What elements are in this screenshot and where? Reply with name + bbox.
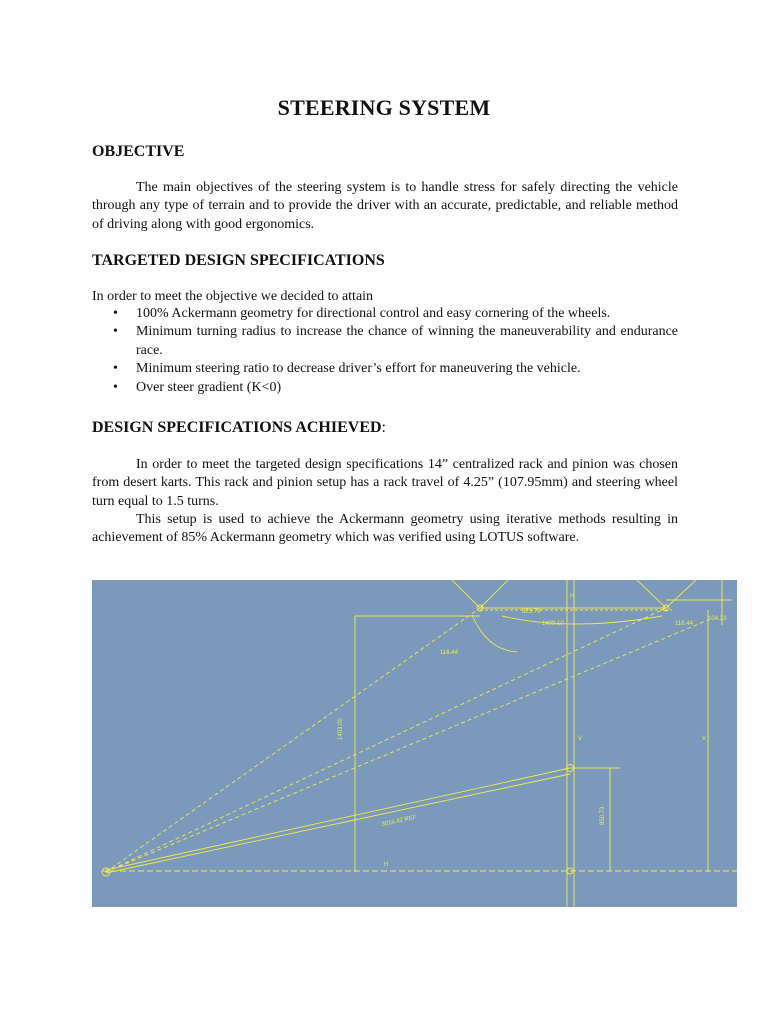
achieved-text-2: This setup is used to achieve the Ackermann geometry using iterative methods resulting in achievement of 85% Ackermann geometry which was verified using LOTUS software. (92, 512, 678, 546)
dimension-label-right: 104.33 (708, 616, 727, 622)
page-title: STEERING SYSTEM (277, 95, 491, 120)
list-item (92, 323, 678, 360)
targeted-heading: TARGETED DESIGN SPECIFICATIONS (92, 252, 385, 269)
height-label-left: 1403.00 (338, 718, 344, 740)
angle-label-left: 116.44 (440, 650, 458, 656)
reference-line-lower (106, 774, 570, 873)
length-reference-label: 3016.42 REF (381, 814, 418, 828)
list-item-text: Minimum steering ratio to decrease driver’s effort for maneuvering the vehicle. (136, 361, 581, 377)
marker-h-top: H (570, 594, 575, 600)
left-wheel-outline (452, 580, 508, 608)
bullet-icon: • (113, 324, 118, 340)
objective-text: The main objectives of the steering system is to handle stress for safely directing the vehicle through any type of terrain and to provide the driver with an accurate, predictable, and reliable method of driving along with good ergonomics. (92, 180, 678, 232)
achieved-heading (92, 419, 386, 437)
achieved-paragraph-1 (92, 456, 678, 511)
targeted-list (92, 305, 678, 397)
list-item (92, 305, 678, 323)
list-item (92, 379, 678, 397)
list-item (92, 360, 678, 378)
achieved-paragraph-2 (92, 511, 678, 548)
ackermann-geometry-drawing (92, 580, 737, 907)
list-item-text: Minimum turning radius to increase the chance of winning the maneuverability and endurance race. (136, 324, 678, 358)
right-wheel-outline (637, 580, 696, 608)
height-label-right: 850.73 (600, 806, 606, 825)
ackermann-construction-line (106, 608, 480, 872)
dimension-label-top-a: 923.79 (522, 609, 541, 615)
targeted-intro: In order to meet the objective we decided to attain (92, 289, 374, 304)
bullet-icon: • (113, 379, 118, 395)
steering-arc (502, 616, 662, 624)
achieved-heading-colon: : (381, 419, 386, 436)
achieved-text-1: In order to meet the targeted design specifications 14” centralized rack and pinion was chosen from desert karts. This rack and pinion setup has a rack travel of 4.25” (107.95mm) and steering wheel turn equal to 1.5 turns. (92, 457, 678, 509)
angle-label-right: 116.44 (675, 621, 693, 627)
marker-v-right: V (702, 736, 707, 742)
left-angle-arc (472, 615, 517, 652)
marker-v-mid: V (578, 736, 583, 742)
bullet-icon: • (113, 361, 118, 377)
bullet-icon: • (113, 306, 118, 321)
marker-h-bottom: H (384, 862, 389, 868)
achieved-heading-text: DESIGN SPECIFICATIONS ACHIEVED (92, 419, 382, 436)
reference-line-upper (106, 768, 570, 870)
ackermann-geometry-figure (92, 580, 737, 907)
objective-heading: OBJECTIVE (92, 143, 185, 160)
objective-paragraph (92, 179, 678, 234)
list-item-text: 100% Ackermann geometry for directional control and easy cornering of the wheels. (136, 306, 611, 321)
dimension-label-top-b: 1409.10 (542, 621, 564, 627)
ackermann-construction-line (106, 620, 708, 872)
list-item-text: Over steer gradient (K<0) (136, 379, 282, 395)
